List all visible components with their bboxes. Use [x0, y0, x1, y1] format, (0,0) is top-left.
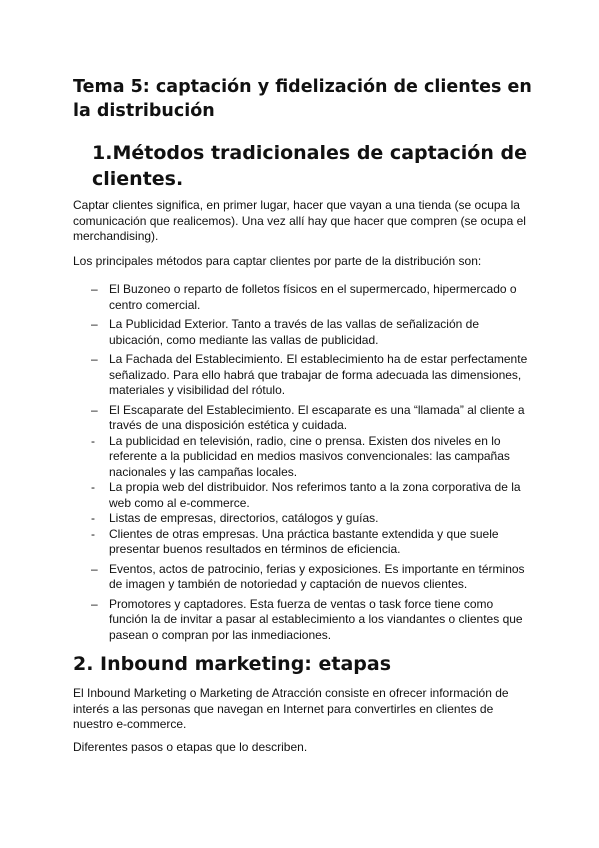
- list-bullet: –: [91, 596, 98, 611]
- list-item-text: Eventos, actos de patrocinio, ferias y exposiciones. Es importante en términos de imagen y también de notoriedad y captación de nuevos clientes.: [109, 561, 525, 591]
- list-bullet: –: [91, 561, 98, 576]
- list-item: [73, 562, 533, 593]
- list-bullet: -: [91, 511, 95, 525]
- list-bullet: -: [91, 480, 95, 494]
- list-bullet: –: [91, 317, 98, 331]
- list-item: [73, 282, 533, 313]
- list-item-text: La publicidad en televisión, radio, cine o prensa. Existen dos niveles en lo referente a la publicidad en medios masivos convencionales: las campañas nacionales y las campañas locales.: [109, 433, 510, 479]
- section-1-lead: Los principales métodos para captar clientes por parte de la distribución son:: [73, 254, 482, 268]
- section-2-lead: Diferentes pasos o etapas que lo describen.: [73, 740, 308, 754]
- document-title: Tema 5: captación y fidelización de clientes en la distribución: [73, 77, 532, 121]
- section-1-intro: Captar clientes significa, en primer lugar, hacer que vayan a una tienda (se ocupa la comunicación que realicemos). Una vez allí hay que hacer que compren (se ocupa el merchandising).: [73, 198, 526, 243]
- list-item: [73, 352, 533, 399]
- list-bullet: -: [91, 526, 95, 541]
- list-item-text: La Fachada del Establecimiento. El establecimiento ha de estar perfectamente señalizado. Para ello habrá que trabajar de forma adecuada las dimensiones, materiales y visibilidad del rótulo.: [109, 352, 528, 397]
- methods-list: [73, 282, 533, 643]
- list-item-text: Promotores y captadores. Esta fuerza de ventas o task force tiene como función la de invitar a pasar al establecimiento a los viandantes o clientes que pasean o compran por las inmediaciones.: [109, 596, 523, 642]
- list-item: [73, 511, 533, 527]
- list-item-text: Listas de empresas, directorios, catálogos y guías.: [109, 511, 379, 525]
- list-bullet: –: [91, 282, 98, 296]
- list-item: [73, 527, 533, 558]
- list-item-text: El Escaparate del Establecimiento. El escaparate es una “llamada” al cliente a través de una disposición estética y cuidada.: [109, 402, 525, 432]
- list-bullet: –: [91, 352, 98, 366]
- section-heading-1: 1.Métodos tradicionales de captación de clientes.: [92, 142, 527, 190]
- list-bullet: –: [91, 402, 98, 417]
- list-item-text: Clientes de otras empresas. Una práctica bastante extendida y que suele presentar buenos resultados en términos de eficiencia.: [109, 526, 499, 556]
- list-item: [73, 597, 533, 644]
- section-heading-2: 2. Inbound marketing: etapas: [73, 653, 392, 675]
- list-item-text: La propia web del distribuidor. Nos referimos tanto a la zona corporativa de la web como al e-commerce.: [109, 480, 521, 510]
- section-2-intro: El Inbound Marketing o Marketing de Atracción consiste en ofrecer información de interés a las personas que navegan en Internet para convertirles en clientes de nuestro e-commerce.: [73, 686, 509, 731]
- list-bullet: -: [91, 433, 95, 448]
- list-item: [73, 403, 533, 434]
- list-item-text: El Buzoneo o reparto de folletos físicos en el supermercado, hipermercado o centro comercial.: [109, 282, 517, 312]
- list-item-text: La Publicidad Exterior. Tanto a través de las vallas de señalización de ubicación, como mediante las vallas de publicidad.: [109, 317, 480, 347]
- list-item: [73, 480, 533, 511]
- list-item: [73, 317, 533, 348]
- list-item: [73, 434, 533, 481]
